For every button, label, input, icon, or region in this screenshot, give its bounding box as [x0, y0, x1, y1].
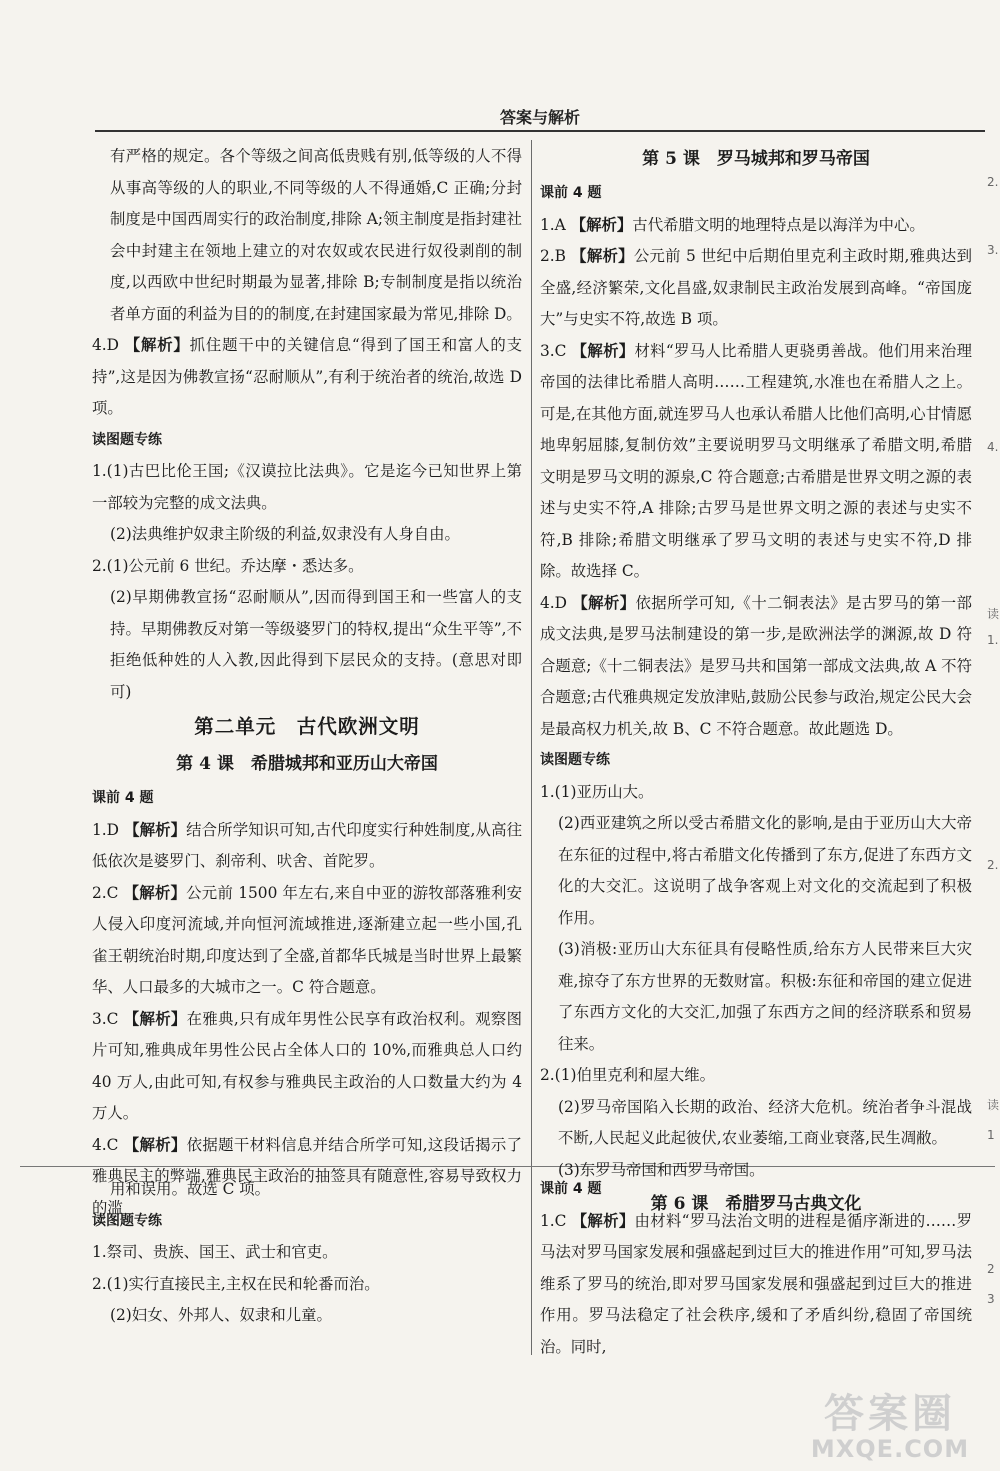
continued-answer: 用和误用。故选 C 项。 [110, 1180, 271, 1198]
answer-number: 1.C [540, 1211, 567, 1230]
analysis-tag: 【解析】 [123, 1009, 187, 1028]
answer-number: 2.B [540, 247, 566, 265]
analysis-tag: 【解析】 [571, 1211, 635, 1230]
answer-text: 依据题干材料信息并结合所学可知,这段话揭示了雅典民主的弊端,雅典民主政治的抽签具有随意性,容易导致权力的滥 [92, 1135, 522, 1217]
right-column-top [540, 141, 972, 1223]
answer-number: 4.C [92, 1135, 119, 1154]
answer-item: (3)东罗马帝国和西罗马帝国。 [558, 1160, 765, 1179]
answer-item: 1.(1)古巴比伦王国;《汉谟拉比法典》。它是迄今已知世界上第一部较为完整的成文法典。 [92, 462, 522, 512]
analysis-tag: 【解析】 [123, 1135, 187, 1154]
edge-mark: 1 [987, 1128, 995, 1142]
edge-mark: 2 [987, 1262, 995, 1276]
edge-mark: 2. [987, 858, 999, 872]
answer-text: 公元前 1500 年左右,来自中亚的游牧部落雅利安人侵入印度河流域,并向恒河流域推进,逐渐建立起一些小国,孔雀王朝统治时期,印度达到了全盛,首都华氏城是当时世界上最繁华、人口最多的大城市之一。C 符合题意。 [92, 883, 522, 996]
answer-number: 2.C [92, 883, 119, 902]
watermark-main: 答案圈 [824, 1391, 956, 1437]
answer-number: 3.C [540, 341, 567, 360]
analysis-tag: 【解析】 [124, 820, 187, 839]
column-divider [531, 140, 532, 1355]
answer-number: 4.D [92, 336, 120, 354]
section-heading: 课前 4 题 [92, 790, 154, 806]
edge-mark: 3 [987, 1292, 995, 1306]
edge-mark: 读 [987, 607, 1000, 621]
unit-title: 第二单元 古代欧洲文明 [194, 715, 420, 738]
lesson-title: 第 6 课 希腊罗马古典文化 [650, 1194, 862, 1214]
answer-item: (2)罗马帝国陷入长期的政治、经济大危机。统治者争斗混战不断,人民起义此起彼伏,农业萎缩,工商业衰落,民生凋敝。 [558, 1097, 972, 1147]
answer-text: 公元前 5 世纪中后期伯里克利主政时期,雅典达到全盛,经济繁荣,文化昌盛,奴隶制民主政治发展到高峰。“帝国庞大”与史实不符,故选 B 项。 [540, 247, 972, 328]
edge-mark: 3. [987, 243, 999, 257]
edge-mark: 1. [987, 633, 999, 647]
answer-item [92, 815, 522, 878]
watermark-logo [790, 1392, 990, 1464]
answer-item: 2.(1)公元前 6 世纪。乔达摩・悉达多。 [92, 556, 364, 575]
answer-text: 古代希腊文明的地理特点是以海洋为中心。 [632, 215, 925, 234]
analysis-tag: 【解析】 [571, 341, 635, 360]
answer-number: 1.D [92, 820, 120, 839]
answer-item: (2)妇女、外邦人、奴隶和儿童。 [110, 1306, 332, 1324]
answer-item: 2.(1)实行直接民主,主权在民和轮番而治。 [92, 1274, 380, 1293]
answer-item: (2)法典维护奴隶主阶级的利益,奴隶没有人身自由。 [110, 525, 460, 543]
answer-number: 3.C [92, 1009, 119, 1028]
page-header: 答案与解析 [499, 108, 580, 127]
answer-item [540, 241, 972, 336]
answer-item: 1.(1)亚历山大。 [540, 782, 654, 801]
left-column-top [92, 141, 522, 1224]
header-rule [95, 130, 985, 132]
analysis-tag: 【解析】 [123, 883, 187, 902]
edge-mark: 读 [987, 1098, 1000, 1112]
lesson-title: 第 4 课 希腊城邦和亚历山大帝国 [176, 754, 438, 774]
answer-text: 抓住题干中的关键信息“得到了国王和富人的支持”,这是因为佛教宣扬“忍耐顺从”,有利于统治者的统治,故选 D 项。 [92, 336, 522, 417]
lesson-title: 第 5 课 罗马城邦和罗马帝国 [642, 149, 870, 169]
answer-item [92, 330, 522, 425]
analysis-tag: 【解析】 [570, 215, 633, 234]
answer-item [540, 336, 972, 588]
right-column-bottom [540, 1174, 972, 1363]
answer-number: 1.A [540, 215, 566, 234]
section-heading: 读图题专练 [540, 752, 610, 768]
answer-item: (2)西亚建筑之所以受古希腊文化的影响,是由于亚历山大大帝在东征的过程中,将古希腊文化传播到了东方,促进了东西方文化的大交汇。这说明了战争客观上对文化的交流起到了积极作用。 [558, 814, 972, 927]
answer-text: 结合所学知识可知,古代印度实行种姓制度,从高往低依次是婆罗门、刹帝利、吠舍、首陀罗。 [92, 820, 522, 870]
answer-item: 1.祭司、贵族、国王、武士和官吏。 [92, 1243, 338, 1261]
answer-item: (2)早期佛教宣扬“忍耐顺从”,因而得到国王和一些富人的支持。早期佛教反对第一等级婆罗门的特权,提出“众生平等”,不拒绝低种姓的人入教,因此得到下层民众的支持。(意思对即可) [110, 588, 522, 701]
answer-item [540, 1206, 972, 1364]
section-heading: 读图题专练 [92, 431, 162, 448]
answer-item [540, 588, 972, 746]
answer-number: 4.D [540, 593, 568, 612]
answer-item: 2.(1)伯里克利和屋大维。 [540, 1066, 716, 1084]
answer-item [92, 1004, 522, 1130]
analysis-tag: 【解析】 [572, 593, 636, 612]
answer-text: 在雅典,只有成年男性公民享有政治权利。观察图片可知,雅典成年男性公民占全体人口的 10%,而雅典总人口约 40 万人,由此可知,有权参与雅典民主政治的人口数量大约为 4 万人。 [92, 1009, 522, 1122]
answer-text: 由材料“罗马法治文明的进程是循序渐进的……罗马法对罗马国家发展和强盛起到过巨大的推进作用”可知,罗马法维系了罗马的统治,即对罗马国家发展和强盛起到过巨大的推进作用。罗马法稳定了社会秩序,缓和了矛盾纠纷,稳固了帝国统治。同时, [540, 1211, 972, 1356]
answer-item [540, 210, 972, 242]
analysis-tag: 【解析】 [124, 336, 190, 354]
answer-item [92, 878, 522, 1004]
section-heading: 读图题专练 [92, 1212, 162, 1229]
edge-mark: 2. [987, 175, 999, 189]
answer-item: (3)消极:亚历山大东征具有侵略性质,给东方人民带来巨大灾难,掠夺了东方世界的无数财富。积极:东征和帝国的建立促进了东西方文化的大交汇,加强了东西方之间的经济联系和贸易往来。 [558, 940, 972, 1053]
left-column-bottom [92, 1174, 522, 1332]
section-heading: 课前 4 题 [540, 185, 602, 201]
section-heading: 课前 4 题 [540, 1181, 602, 1197]
analysis-tag: 【解析】 [571, 247, 634, 265]
watermark-sub: MXQE.COM [810, 1435, 970, 1463]
answer-text: 材料“罗马人比希腊人更骁勇善战。他们用来治理帝国的法律比希腊人高明……工程建筑,水准也在希腊人之上。可是,在其他方面,就连罗马人也承认希腊人比他们高明,心甘情愿地卑躬屈膝,复制仿效”主要说明罗马文明继承了希腊文明,希腊文明是罗马文明的源泉,C 符合题意;古希腊是世界文明之源的表述与史实不符,A 排除;古罗马是世界文明之源的表述与史实不符,B 排除;希腊文明继承了罗马文明的表述与史实不符,D 排除。故选择 C。 [540, 341, 972, 580]
edge-mark: 4. [987, 440, 999, 454]
continued-answer: 有严格的规定。各个等级之间高低贵贱有别,低等级的人不得从事高等级的人的职业,不同等级的人不得通婚,C 正确;分封制度是中国西周实行的政治制度,排除 A;领主制度是指封建社会中封建主在领地上建立的对农奴或农民进行奴役剥削的制度,以西欧中世纪时期最为显著,排除 B;专制制度是指以统治者单方面的利益为目的的制度,在封建国家最为常见,排除 D。 [110, 147, 522, 323]
answer-text: 依据所学可知,《十二铜表法》是古罗马的第一部成文法典,是罗马法制建设的第一步,是欧洲法学的渊源,故 D 符合题意;《十二铜表法》是罗马共和国第一部成文法典,故 A 不符合题意;古代雅典规定发放津贴,鼓励公民参与政治,规定公民大会是最高权力机关,故 B、C 不符合题意。故此题选 D。 [540, 593, 972, 738]
